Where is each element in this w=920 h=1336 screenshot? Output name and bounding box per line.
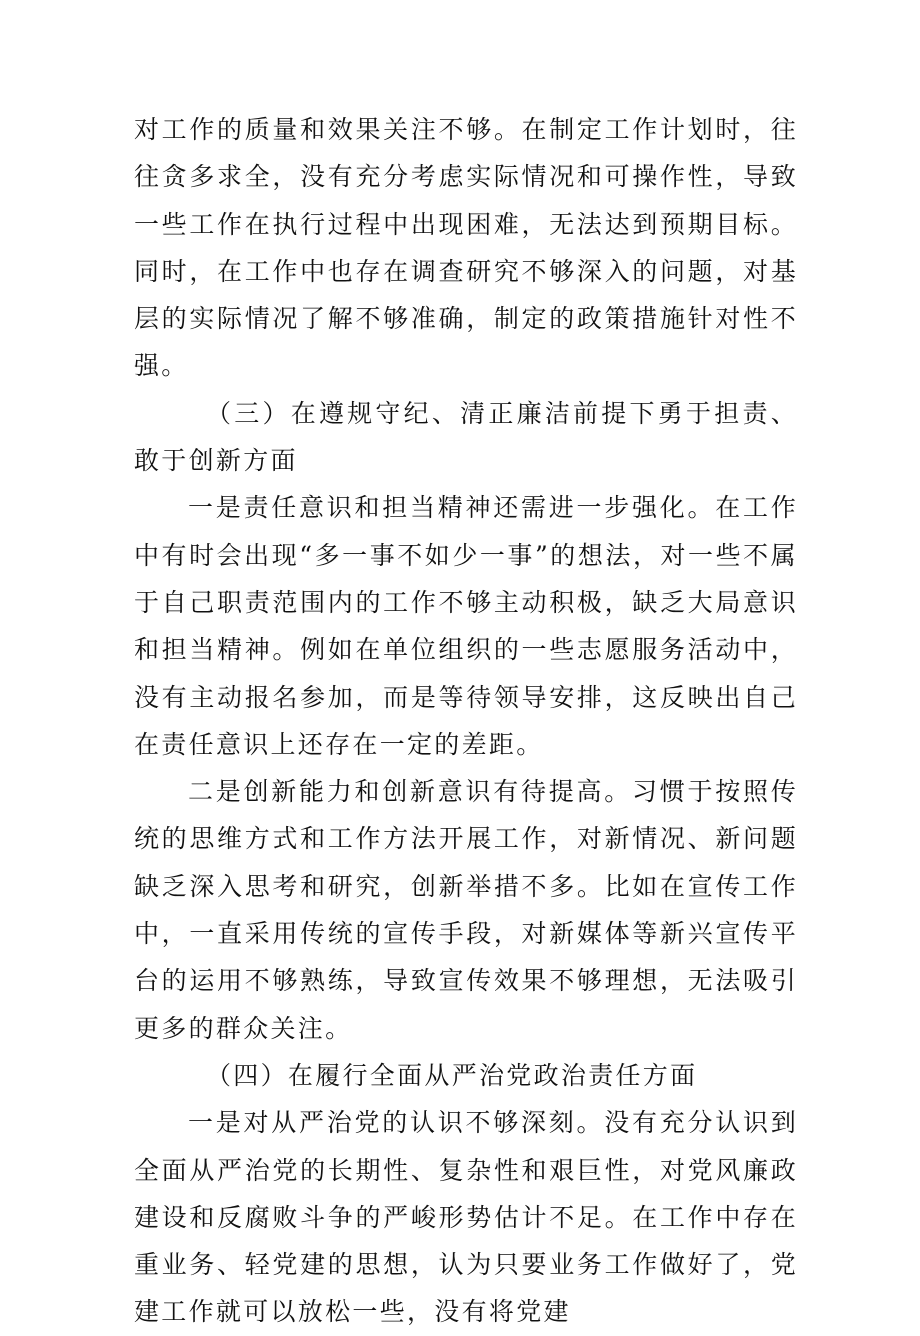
section-heading-three: （三）在遵规守纪、清正廉洁前提下勇于担责、敢于创新方面	[134, 398, 798, 476]
paragraph-party-governance: 一是对从严治党的认识不够深刻。没有充分认识到全面从严治党的长期性、复杂性和艰巨性，对党风廉政建设和反腐败斗争的严峻形势估计不足。在工作中存在重业务、轻党建的思想，认为只要业务工作做好了，党建工作就可以放松一些，没有将党建	[134, 1108, 798, 1327]
paragraph-responsibility: 一是责任意识和担当精神还需进一步强化。在工作中有时会出现“多一事不如少一事”的想法，对一些不属于自己职责范围内的工作不够主动积极，缺乏大局意识和担当精神。例如在单位组织的一些志愿服务活动中，没有主动报名参加，而是等待领导安排，这反映出自己在责任意识上还存在一定的差距。	[134, 493, 798, 759]
paragraph-work-quality: 对工作的质量和效果关注不够。在制定工作计划时，往往贪多求全，没有充分考虑实际情况和可操作性，导致一些工作在执行过程中出现困难，无法达到预期目标。同时，在工作中也存在调查研究不够深入的问题，对基层的实际情况了解不够准确，制定的政策措施针对性不强。	[134, 115, 798, 381]
paragraph-innovation: 二是创新能力和创新意识有待提高。习惯于按照传统的思维方式和工作方法开展工作，对新情况、新问题缺乏深入思考和研究，创新举措不多。比如在宣传工作中，一直采用传统的宣传手段，对新媒体等新兴宣传平台的运用不够熟练，导致宣传效果不够理想，无法吸引更多的群众关注。	[134, 777, 798, 1043]
document-body	[134, 106, 798, 1336]
section-heading-four: （四）在履行全面从严治党政治责任方面	[206, 1060, 698, 1090]
